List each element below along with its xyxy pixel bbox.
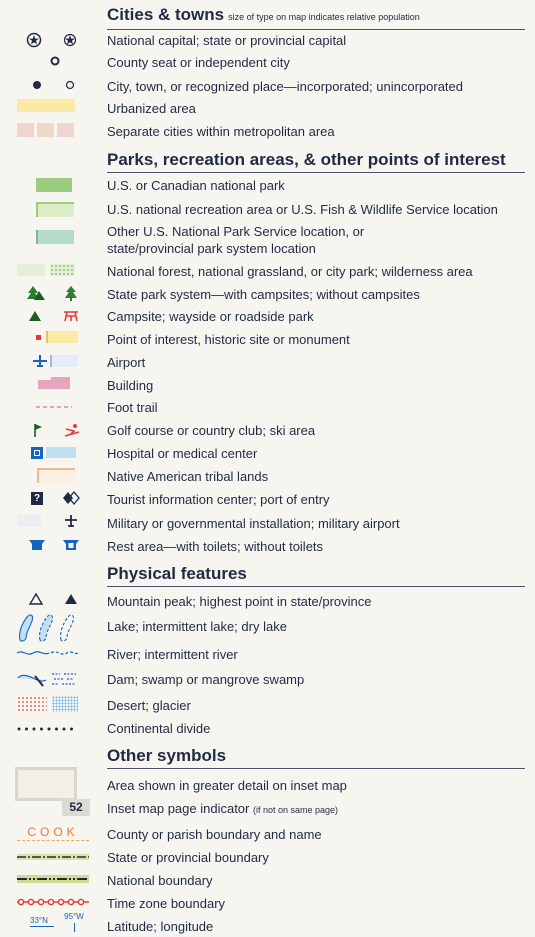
dam-icon xyxy=(17,670,47,688)
row-continental-divide: Continental divide xyxy=(107,721,211,736)
nps-location-swatch xyxy=(36,230,74,244)
inset-page-number: 52 xyxy=(69,800,83,814)
row-mountain-peak: Mountain peak; highest point in state/province xyxy=(107,594,372,609)
military-installation-swatch xyxy=(17,515,41,527)
rest-area-without-toilets-icon xyxy=(62,539,80,551)
section-subtitle: size of type on map indicates relative population xyxy=(228,12,420,22)
state-park-without-campsites-icon xyxy=(64,285,78,301)
row-city-town: City, town, or recognized place—incorporated; unincorporated xyxy=(107,79,464,94)
row-tribal-lands: Native American tribal lands xyxy=(107,469,269,484)
row-lat-long: Latitude; longitude xyxy=(107,919,214,934)
row-building: Building xyxy=(107,378,154,393)
longitude-marker xyxy=(62,912,86,932)
mountain-peak-icon xyxy=(29,593,43,605)
golf-course-icon xyxy=(32,422,44,438)
row-inset-area: Area shown in greater detail on inset map xyxy=(107,778,347,793)
row-county-boundary: County or parish boundary and name xyxy=(107,827,322,842)
row-inset-page xyxy=(107,800,527,819)
row-recreation-area: U.S. national recreation area or U.S. Fish & Wildlife Service location xyxy=(107,202,498,217)
recreation-area-swatch xyxy=(36,202,74,217)
time-zone-boundary-icon xyxy=(17,898,89,906)
national-forest-swatch xyxy=(17,264,45,276)
row-nps-location-1: Other U.S. National Park Service location, or xyxy=(107,224,365,239)
row-tourist-info: Tourist information center; port of entry xyxy=(107,492,330,507)
inset-page-label: Inset map page indicator xyxy=(107,801,250,816)
state-capital-icon xyxy=(63,33,77,47)
military-airport-icon xyxy=(64,514,78,528)
swamp-icon xyxy=(50,670,78,688)
national-park-swatch xyxy=(36,178,72,192)
section-title-text: Physical features xyxy=(107,564,247,583)
section-title-other xyxy=(107,746,525,769)
row-airport: Airport xyxy=(107,355,146,370)
state-park-with-campsites-icon xyxy=(26,285,46,301)
unincorporated-place-icon xyxy=(65,80,75,90)
longitude-label: 95°W xyxy=(64,912,84,921)
inset-page-note: (if not on same page) xyxy=(253,805,339,815)
building-swatch xyxy=(38,377,70,389)
metro-cities-swatch xyxy=(17,123,34,137)
airport-icon xyxy=(32,354,48,368)
national-capital-icon xyxy=(26,32,42,48)
row-river: River; intermittent river xyxy=(107,647,238,662)
section-title-cities xyxy=(107,5,525,30)
tourist-information-icon: ? xyxy=(31,492,43,505)
row-state-park: State park system—with campsites; without campsites xyxy=(107,287,420,302)
row-national-park: U.S. or Canadian national park xyxy=(107,178,285,193)
section-title-physical xyxy=(107,564,525,587)
national-boundary-icon xyxy=(17,875,89,883)
row-time-zone: Time zone boundary xyxy=(107,896,226,911)
row-hospital: Hospital or medical center xyxy=(107,446,258,461)
row-point-of-interest: Point of interest, historic site or monument xyxy=(107,332,350,347)
county-name-label: COOK xyxy=(27,825,79,839)
row-metro: Separate cities within metropolitan area xyxy=(107,124,335,139)
row-urbanized: Urbanized area xyxy=(107,101,196,116)
latitude-marker xyxy=(30,916,54,927)
row-county-seat: County seat or independent city xyxy=(107,55,290,70)
row-rest-area: Rest area—with toilets; without toilets xyxy=(107,539,324,554)
campsite-icon xyxy=(28,310,42,322)
continental-divide-icon xyxy=(17,726,79,732)
inset-page-badge xyxy=(62,799,90,816)
point-of-interest-icon xyxy=(36,335,41,340)
tribal-lands-swatch xyxy=(37,468,75,483)
roadside-park-icon xyxy=(63,310,79,322)
urbanized-area-swatch xyxy=(17,99,75,112)
highest-point-icon xyxy=(64,593,78,605)
section-title-text: Cities & towns xyxy=(107,5,225,24)
row-lake: Lake; intermittent lake; dry lake xyxy=(107,619,287,634)
row-capital: National capital; state or provincial capital xyxy=(107,33,347,48)
airport-area-swatch xyxy=(50,355,78,367)
section-title-text: Other symbols xyxy=(107,746,227,765)
rest-area-with-toilets-icon xyxy=(28,539,46,551)
row-campsite: Campsite; wayside or roadside park xyxy=(107,309,314,324)
desert-swatch xyxy=(17,696,47,712)
hospital-icon xyxy=(31,447,43,459)
lake-icon xyxy=(17,612,79,642)
wilderness-area-swatch xyxy=(50,264,75,276)
historic-site-swatch xyxy=(46,331,78,343)
row-national-forest: National forest, national grassland, or city park; wilderness area xyxy=(107,264,473,279)
latitude-label: 33°N xyxy=(30,916,48,925)
row-military: Military or governmental installation; military airport xyxy=(107,516,400,531)
incorporated-place-icon xyxy=(32,80,42,90)
river-icon xyxy=(17,647,79,659)
row-golf-ski: Golf course or country club; ski area xyxy=(107,423,316,438)
glacier-swatch xyxy=(52,696,78,712)
inset-map-area-swatch xyxy=(15,767,77,801)
county-seat-icon xyxy=(50,56,60,66)
state-boundary-icon xyxy=(17,854,89,860)
ski-area-icon xyxy=(64,423,80,437)
section-title-text: Parks, recreation areas, & other points of interest xyxy=(107,150,506,169)
row-national-boundary: National boundary xyxy=(107,873,213,888)
row-nps-location-2: state/provincial park system location xyxy=(107,241,316,256)
foot-trail-icon xyxy=(36,405,72,409)
medical-center-swatch xyxy=(46,447,76,458)
metro-cities-swatch xyxy=(57,123,74,137)
section-title-parks xyxy=(107,150,525,173)
county-boundary-icon xyxy=(17,824,89,841)
metro-cities-swatch xyxy=(37,123,54,137)
row-dam-swamp: Dam; swamp or mangrove swamp xyxy=(107,672,305,687)
row-desert-glacier: Desert; glacier xyxy=(107,698,191,713)
port-of-entry-icon xyxy=(62,491,80,505)
row-foot-trail: Foot trail xyxy=(107,400,158,415)
row-state-boundary: State or provincial boundary xyxy=(107,850,269,865)
